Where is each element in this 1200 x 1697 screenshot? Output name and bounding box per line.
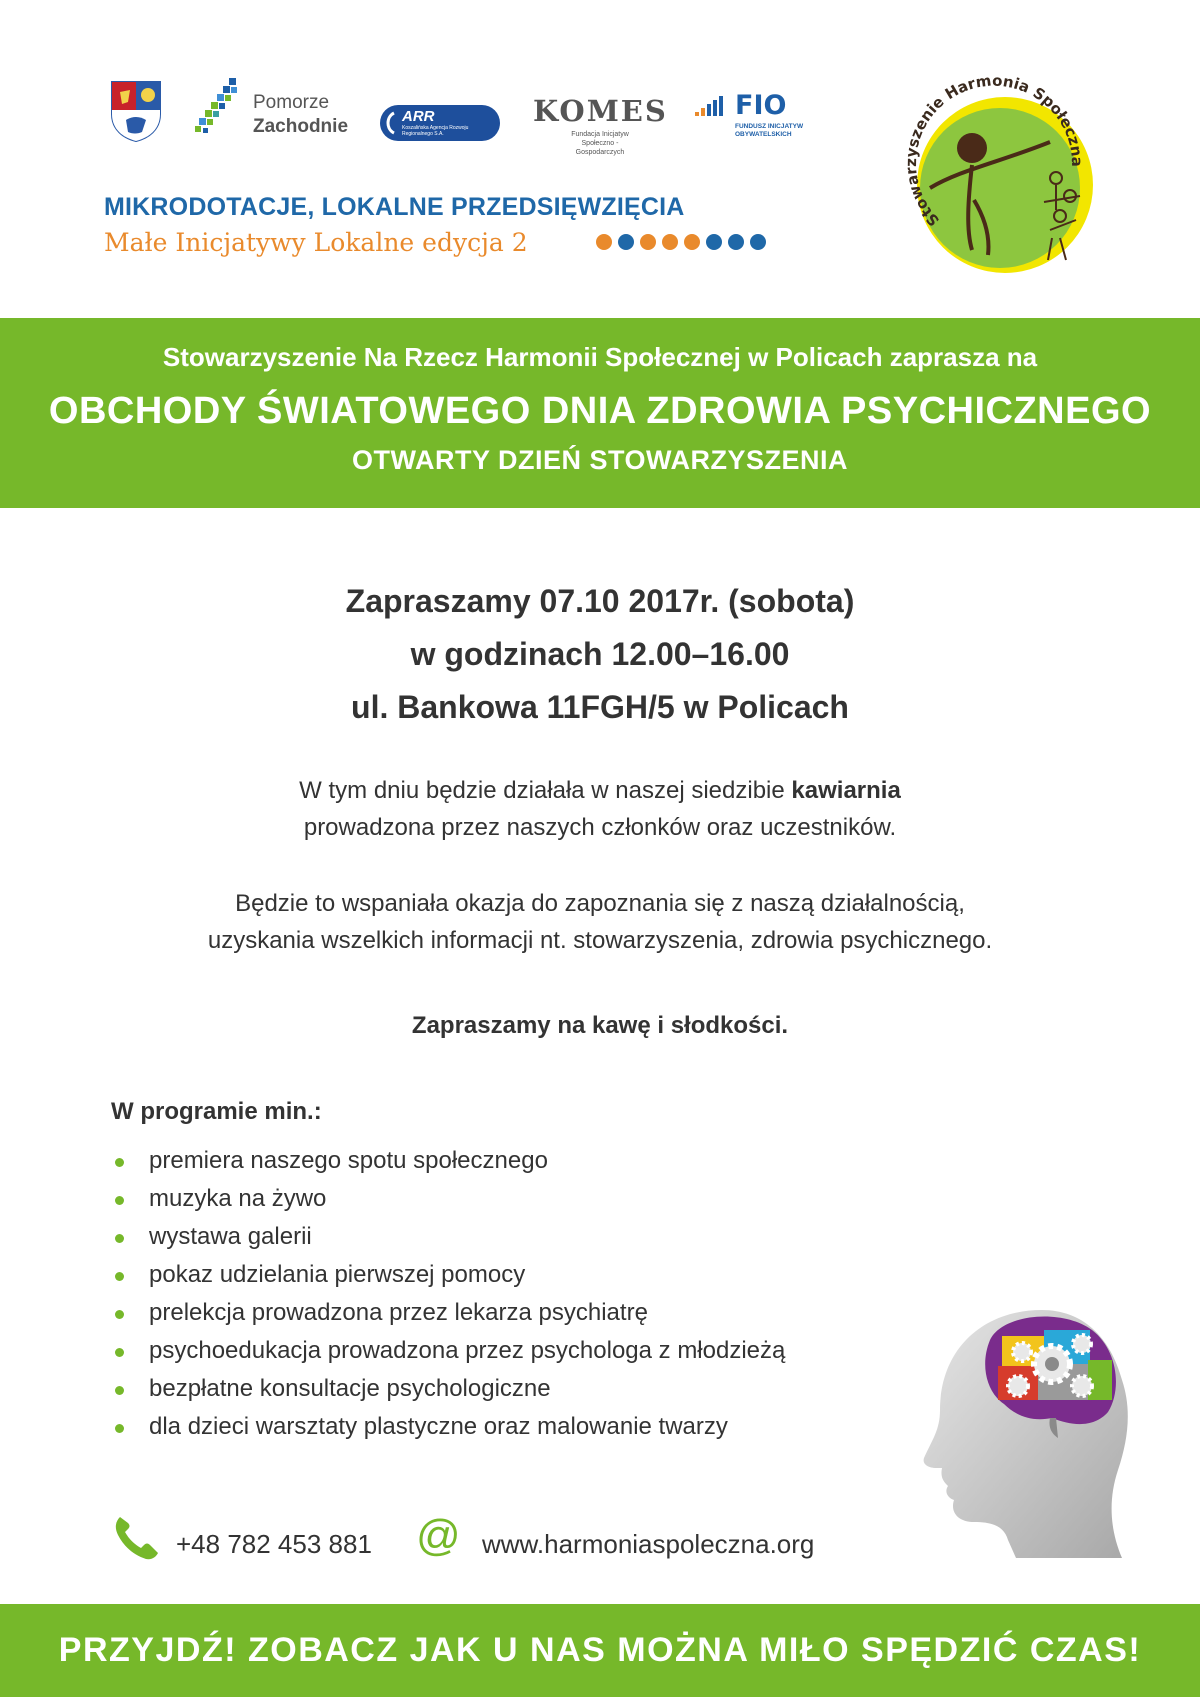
fio-subtitle: FUNDUSZ INICJATYW OBYWATELSKICH: [735, 123, 804, 138]
bullet-icon: [115, 1310, 124, 1319]
decorative-dot: [640, 234, 656, 250]
footer-banner: [0, 1604, 1200, 1697]
list-item: psychoedukacja prowadzona przez psychologa z młodzieżą: [112, 1334, 912, 1372]
bullet-icon: [115, 1386, 124, 1395]
coffee-invite: Zapraszamy na kawę i słodkości.: [411, 1012, 789, 1039]
event-date: Zapraszamy 07.10 2017r. (sobota): [345, 583, 855, 619]
decorative-dot: [618, 234, 634, 250]
signal-bars-icon: [695, 96, 733, 118]
komes-word: KOMES: [533, 94, 668, 128]
opportunity-line2: uzyskania wszelkich informacji nt. stowarzyszenia, zdrowia psychicznego.: [207, 927, 993, 954]
decorative-dot: [728, 234, 744, 250]
bullet-icon: [115, 1348, 124, 1357]
list-item: wystawa galerii: [112, 1220, 912, 1258]
arr-title: ARR: [402, 108, 435, 125]
event-hours: w godzinach 12.00–16.00: [410, 636, 790, 672]
fio-word: FIO: [735, 90, 787, 121]
bullet-icon: [115, 1272, 124, 1281]
bullet-icon: [115, 1234, 124, 1243]
event-address: ul. Bankowa 11FGH/5 w Policach: [351, 689, 849, 725]
association-ring-text: Stowarzyszenie Harmonia Społeczna: [901, 71, 1087, 230]
pomorze-zachodnie-logo: [195, 78, 355, 140]
list-item: dla dzieci warsztaty plastyczne oraz malowanie twarzy: [112, 1410, 912, 1448]
fio-logo: [695, 90, 805, 150]
website-link[interactable]: www.harmoniaspoleczna.org: [482, 1529, 815, 1559]
komes-subtitle: Fundacja Inicjatyw Społeczno - Gospodarczych: [571, 131, 629, 156]
opportunity-paragraph: [0, 885, 1200, 959]
decorative-dot: [596, 234, 612, 250]
decorative-dot: [706, 234, 722, 250]
at-icon: @: [416, 1511, 461, 1560]
programme-list: [112, 1144, 912, 1448]
programme-title: W programie min.:: [111, 1098, 322, 1125]
phone-number[interactable]: +48 782 453 881: [176, 1529, 372, 1559]
list-item: bezpłatne konsultacje psychologiczne: [112, 1372, 912, 1410]
cafe-bold-word: kawiarnia: [791, 777, 901, 804]
partner-logos: [110, 72, 810, 156]
invitation-banner: [0, 318, 1200, 508]
footer-slogan: PRZYJDŹ! ZOBACZ JAK U NAS MOŻNA MIŁO SPĘDZIĆ CZAS!: [58, 1631, 1142, 1669]
cafe-text: W tym dniu będzie działała w naszej siedzibie: [299, 777, 792, 804]
arr-logo: [380, 105, 500, 141]
pixel-mosaic-icon: [195, 78, 251, 140]
komes-logo: [533, 94, 668, 156]
zachodnie-text: Zachodnie: [253, 116, 349, 137]
cafe-paragraph: [0, 772, 1200, 846]
pomorze-text: Pomorze: [253, 92, 330, 113]
bullet-icon: [115, 1424, 124, 1433]
decorative-dots: [595, 232, 785, 252]
banner-event-title: OBCHODY ŚWIATOWEGO DNIA ZDROWIA PSYCHICZNEGO: [48, 390, 1152, 432]
phone-icon: [112, 1513, 160, 1561]
association-logo: [900, 70, 1110, 280]
arr-subtitle: Koszalińska Agencja Rozwoju Regionalnego S.A.: [402, 125, 469, 137]
cafe-text-line2: prowadzona przez naszych członków oraz uczestników.: [303, 814, 897, 841]
county-crest-logo: [110, 80, 162, 142]
banner-event-subtitle: OTWARTY DZIEŃ STOWARZYSZENIA: [351, 445, 849, 475]
event-details: [0, 575, 1200, 734]
head-gears-illustration: [922, 1300, 1132, 1560]
list-item: muzyka na żywo: [112, 1182, 912, 1220]
decorative-dot: [662, 234, 678, 250]
program-subtitle: Małe Inicjatywy Lokalne edycja 2: [104, 228, 528, 257]
banner-organizer-line: Stowarzyszenie Na Rzecz Harmonii Społecznej w Policach zaprasza na: [162, 342, 1038, 372]
decorative-dot: [750, 234, 766, 250]
bullet-icon: [115, 1196, 124, 1205]
bullet-icon: [115, 1158, 124, 1167]
opportunity-line1: Będzie to wspaniała okazja do zapoznania się z naszą działalnością,: [235, 890, 965, 917]
program-title: MIKRODOTACJE, LOKALNE PRZEDSIĘWZIĘCIA: [104, 193, 685, 221]
list-item: pokaz udzielania pierwszej pomocy: [112, 1258, 912, 1296]
list-item: prelekcja prowadzona przez lekarza psychiatrę: [112, 1296, 912, 1334]
decorative-dot: [684, 234, 700, 250]
list-item: premiera naszego spotu społecznego: [112, 1144, 912, 1182]
